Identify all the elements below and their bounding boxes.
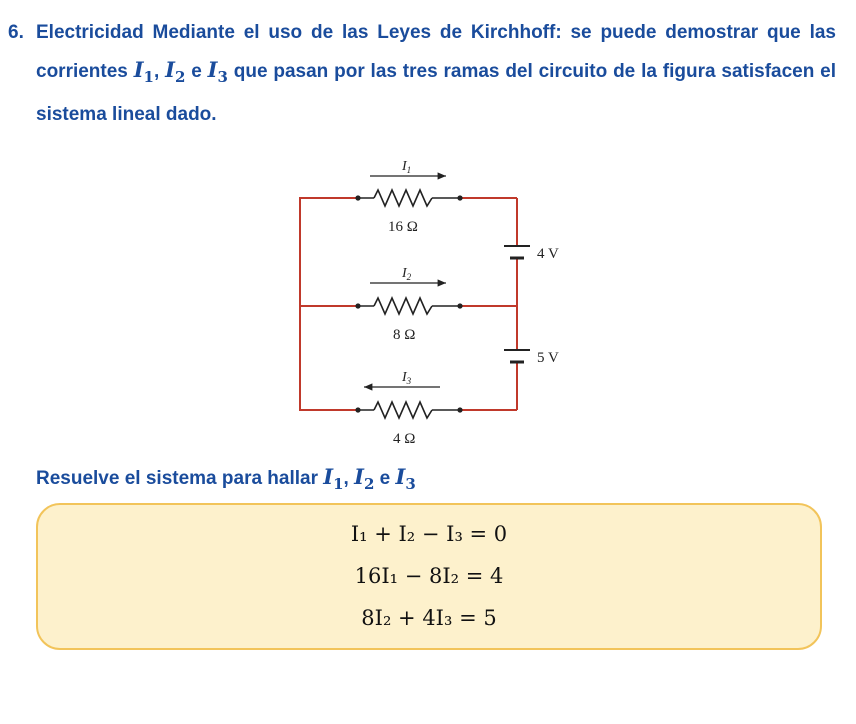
equation-box: [36, 503, 822, 650]
resistor-label-2: 8 Ω: [393, 327, 416, 343]
battery-4v: [504, 246, 530, 258]
equation-1: I₁ + I₂ − I₃ = 0: [350, 522, 508, 546]
var-i3: $I_3$: [207, 57, 228, 87]
resistor-16-ohm: [355, 190, 462, 206]
battery-label-1: 4 V: [537, 246, 559, 262]
problem-conj: e: [191, 61, 202, 82]
label-i1: $I_1$: [402, 159, 412, 175]
battery-label-2: 5 V: [537, 350, 559, 366]
label-i2: $I_2$: [402, 266, 412, 282]
resistor-8-ohm: [355, 298, 462, 314]
label-i3: $I_3$: [402, 370, 412, 386]
equation-3: 8I₂ + 4I₃ = 5: [361, 606, 497, 630]
prompt-var-i3: $I_3$: [395, 464, 416, 494]
resistor-4-ohm: [355, 402, 462, 418]
var-i2: $I_2$: [165, 57, 186, 87]
problem-text-2: que pasan por las tres ramas del circuito de la figura satisfacen el sistema lineal dado.: [36, 61, 837, 126]
battery-5v: [504, 350, 530, 362]
problem-statement: 6. Electricidad Mediante el uso de las Leyes de Kirchhoff: se puede demostrar que las corrientes $I_1$, $I_2$ e $I_3$ que pasan por las tres ramas del circuito de la figura satisfacen el sistema lineal dado.: [36, 14, 836, 133]
problem-text-1: Electricidad Mediante el uso de las Leyes de Kirchhoff: se puede demostrar que las corrientes: [36, 22, 836, 82]
prompt-text: Resuelve el sistema para hallar: [36, 468, 318, 489]
prompt-conj: e: [379, 468, 391, 489]
equation-2: 16I₁ − 8I₂ = 4: [354, 564, 504, 588]
var-i1: $I_1$: [133, 57, 154, 87]
prompt-line: Resuelve el sistema para hallar $I_1$, $I_2$ e $I_3$: [36, 464, 416, 494]
problem-number: 6.: [8, 22, 24, 43]
resistor-label-1: 16 Ω: [388, 219, 418, 235]
circuit-diagram: [290, 150, 590, 450]
prompt-var-i1: $I_1$: [323, 464, 344, 494]
prompt-var-i2: $I_2$: [354, 464, 375, 494]
resistor-label-3: 4 Ω: [393, 431, 416, 447]
